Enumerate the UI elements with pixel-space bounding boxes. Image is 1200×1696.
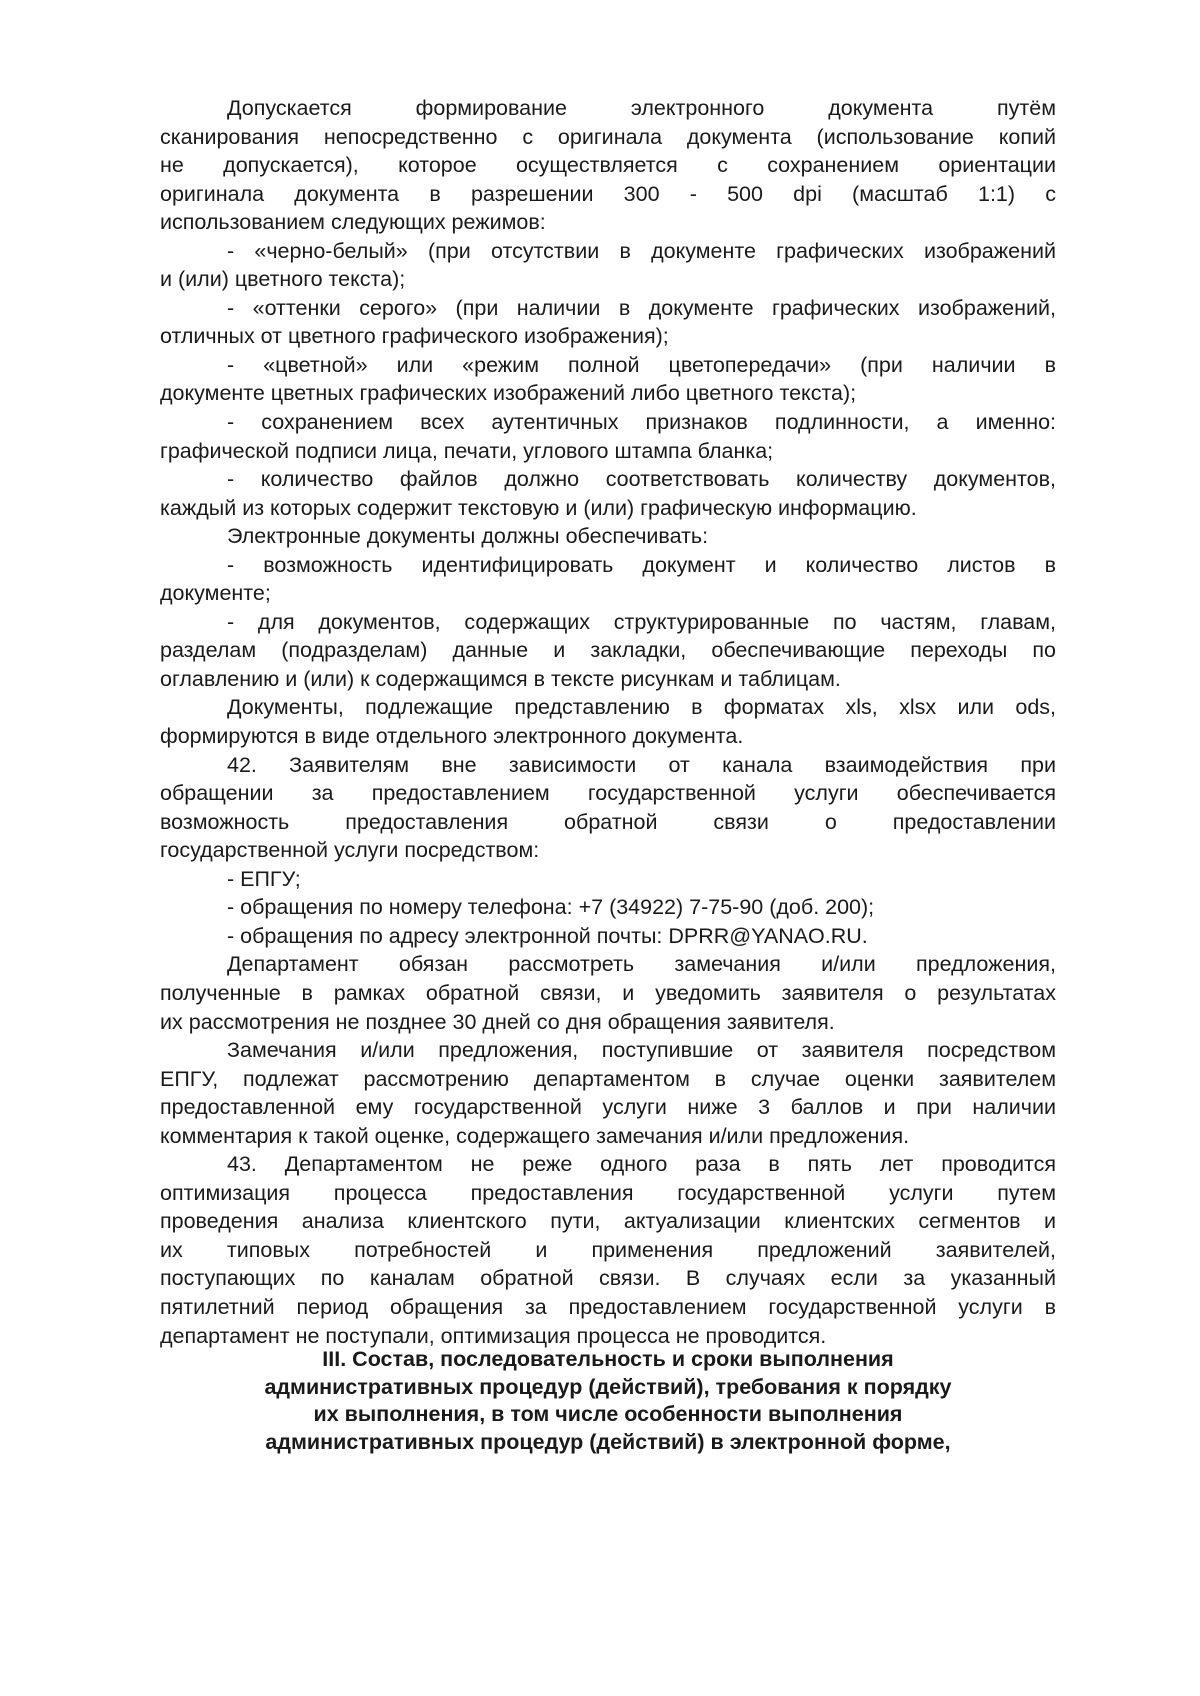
text-line: каждый из которых содержит текстовую и (или) графическую информацию. [160, 495, 917, 520]
text-line: - сохранением всех аутентичных признаков подлинности, а именно: [227, 410, 1056, 435]
paragraph [160, 551, 1056, 608]
text-line: - ЕПГУ; [227, 866, 301, 891]
text-line: Замечания и/или предложения, поступившие от заявителя посредством [227, 1038, 1056, 1063]
text-line: графической подписи лица, печати, углового штампа бланка; [160, 438, 774, 463]
heading-line: административных процедур (действий), требования к порядку [264, 1374, 952, 1399]
text-line: - возможность идентифицировать документ и количество листов в [227, 552, 1056, 577]
text-line: 42. Заявителям вне зависимости от канала взаимодействия при [227, 752, 1056, 777]
text-line: использованием следующих режимов: [160, 210, 546, 235]
text-line: ЕПГУ, подлежат рассмотрению департаментом в случае оценки заявителем [160, 1066, 1056, 1091]
heading-line: их выполнения, в том числе особенности выполнения [313, 1402, 903, 1427]
text-line: полученные в рамках обратной связи, и уведомить заявителя о результатах [160, 980, 1056, 1005]
document-body [160, 94, 1056, 1350]
paragraph [160, 950, 1056, 1036]
text-line: Департамент обязан рассмотреть замечания и/или предложения, [227, 952, 1056, 977]
text-line: 43. Департаментом не реже одного раза в пять лет проводится [227, 1152, 1056, 1177]
text-line: Электронные документы должны обеспечивать: [227, 524, 709, 549]
text-line: предоставленной ему государственной услуги ниже 3 баллов и при наличии [160, 1095, 1056, 1120]
text-line: пятилетний период обращения за предоставлением государственной услуги в [160, 1294, 1056, 1319]
text-line: - «черно-белый» (при отсутствии в документе графических изображений [227, 238, 1056, 263]
text-line: возможность предоставления обратной связи о предоставлении [160, 809, 1056, 834]
text-line: - обращения по номеру телефона: +7 (34922) 7-75-90 (доб. 200); [227, 895, 875, 920]
text-line: - «оттенки серого» (при наличии в документе графических изображений, [227, 295, 1056, 320]
paragraph [160, 922, 1056, 951]
text-line: Документы, подлежащие представлению в форматах xls, xlsx или ods, [227, 695, 1056, 720]
text-line: департамент не поступали, оптимизация процесса не проводится. [160, 1323, 827, 1348]
paragraph [160, 351, 1056, 408]
text-line: разделам (подразделам) данные и закладки, обеспечивающие переходы по [160, 638, 1056, 663]
text-line: отличных от цветного графического изображения); [160, 324, 669, 349]
text-line: комментария к такой оценке, содержащего замечания и/или предложения. [160, 1123, 910, 1148]
text-line: документе; [160, 581, 271, 606]
text-line: формируются в виде отдельного электронного документа. [160, 724, 744, 749]
text-line: - количество файлов должно соответствовать количеству документов, [227, 467, 1056, 492]
paragraph [160, 1036, 1056, 1150]
paragraph [160, 408, 1056, 465]
paragraph [160, 608, 1056, 694]
paragraph [160, 865, 1056, 894]
text-line: оригинала документа в разрешении 300 - 500 dpi (масштаб 1:1) с [160, 181, 1056, 206]
text-line: сканирования непосредственно с оригинала документа (использование копий [160, 124, 1056, 149]
paragraph [160, 465, 1056, 522]
paragraph [160, 522, 1056, 551]
paragraph [160, 1150, 1056, 1350]
text-line: - «цветной» или «режим полной цветопередачи» (при наличии в [227, 352, 1056, 377]
text-line: поступающих по каналам обратной связи. В случаях если за указанный [160, 1266, 1056, 1291]
text-line: проведения анализа клиентского пути, актуализации клиентских сегментов и [160, 1209, 1056, 1234]
heading-line: административных процедур (действий) в электронной форме, [265, 1430, 951, 1455]
text-line: документе цветных графических изображений либо цветного текста); [160, 381, 857, 406]
text-line: их типовых потребностей и применения предложений заявителей, [160, 1237, 1056, 1262]
text-line: и (или) цветного текста); [160, 267, 406, 292]
paragraph [160, 237, 1056, 294]
text-line: - обращения по адресу электронной почты: DPRR@YANAO.RU. [227, 923, 868, 948]
text-line: - для документов, содержащих структурированные по частям, главам, [227, 609, 1056, 634]
text-line: обращении за предоставлением государственной услуги обеспечивается [160, 781, 1056, 806]
text-line: оглавлению и (или) к содержащимся в тексте рисункам и таблицам. [160, 666, 841, 691]
text-line: оптимизация процесса предоставления государственной услуги путем [160, 1180, 1056, 1205]
section-heading [160, 1346, 1056, 1457]
paragraph [160, 893, 1056, 922]
paragraph [160, 94, 1056, 237]
heading-line: III. Состав, последовательность и сроки выполнения [322, 1347, 894, 1371]
paragraph [160, 751, 1056, 865]
text-line: Допускается формирование электронного документа путём [227, 96, 1056, 120]
text-line: не допускается), которое осуществляется с сохранением ориентации [160, 153, 1056, 178]
paragraph [160, 693, 1056, 750]
paragraph [160, 294, 1056, 351]
text-line: государственной услуги посредством: [160, 838, 540, 863]
text-line: их рассмотрения не позднее 30 дней со дня обращения заявителя. [160, 1009, 835, 1034]
